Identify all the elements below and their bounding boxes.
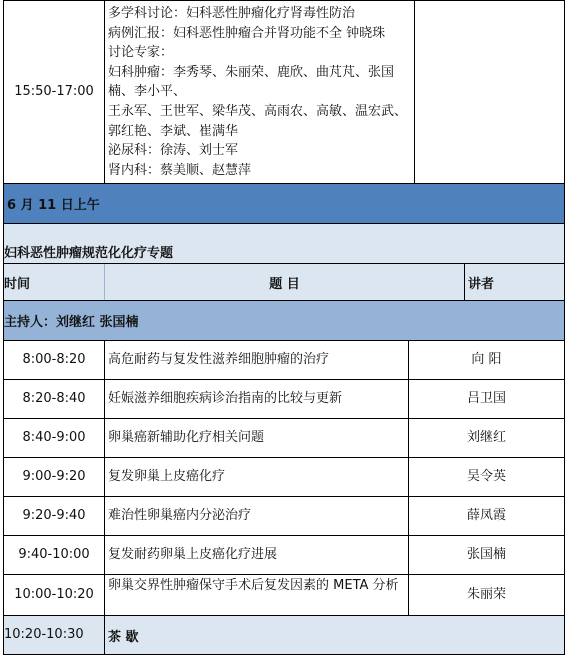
discussion-speaker-cell	[414, 1, 564, 183]
table-row	[3, 418, 565, 457]
discussion-time: 15:50-17:00	[14, 84, 94, 100]
table-row	[3, 340, 565, 379]
column-header-speaker: 讲者	[464, 264, 564, 300]
day-header-label: 6 月 11 日上午	[7, 198, 100, 213]
session-topic: 难治性卵巢癌内分泌治疗	[104, 497, 408, 535]
schedule-table	[3, 0, 565, 655]
session-topic: 卵巢交界性肿瘤保守手术后复发因素的 META 分析	[104, 575, 408, 615]
table-row	[3, 496, 565, 535]
session-time: 9:40-10:00	[18, 547, 90, 563]
discussion-details	[104, 1, 414, 183]
session-topic: 妊娠滋养细胞疾病诊治指南的比较与更新	[104, 380, 408, 418]
column-header-time: 时间	[4, 276, 31, 292]
session-time: 10:00-10:20	[14, 587, 94, 603]
session-speaker: 朱丽荣	[408, 575, 564, 615]
session-topic: 复发耐药卵巢上皮癌化疗进展	[104, 536, 408, 574]
table-row	[3, 379, 565, 418]
session-speaker: 吴令英	[408, 458, 564, 496]
table-row	[3, 457, 565, 496]
discussion-line-3: 讨论专家：	[108, 45, 174, 61]
session-time: 9:20-9:40	[22, 508, 86, 524]
discussion-line-7: 郭红艳、李斌、崔满华	[108, 123, 239, 139]
session-speaker: 吕卫国	[408, 380, 564, 418]
table-row	[3, 535, 565, 574]
discussion-line-9: 肾内科：蔡美顺、赵慧萍	[108, 162, 252, 178]
column-header-row	[3, 263, 565, 300]
discussion-line-1: 多学科讨论：妇科恶性肿瘤化疗肾毒性防治	[108, 6, 356, 21]
discussion-line-8: 泌尿科：徐涛、刘士军	[108, 143, 239, 159]
session-time: 9:00-9:20	[22, 469, 86, 485]
session-title: 妇科恶性肿瘤规范化化疗专题	[4, 246, 174, 261]
session-topic: 复发卵巢上皮癌化疗	[104, 458, 408, 496]
discussion-line-6: 王永军、王世军、梁华茂、高雨农、高敏、温宏武、	[108, 103, 408, 119]
discussion-line-4: 妇科肿瘤：李秀琴、朱丽荣、鹿欣、曲芃芃、张国	[108, 64, 395, 80]
session-speaker: 张国楠	[408, 536, 564, 574]
session-speaker: 薛凤霞	[408, 497, 564, 535]
break-row	[3, 615, 565, 655]
column-header-topic: 题 目	[104, 264, 464, 300]
discussion-line-5: 楠、李小平、	[108, 84, 187, 100]
session-time: 8:00-8:20	[22, 352, 86, 368]
host-label: 主持人：刘继红 张国楠	[4, 315, 139, 330]
session-speaker: 刘继红	[408, 419, 564, 457]
break-label: 茶 歇	[104, 616, 564, 654]
discussion-line-2: 病例汇报：妇科恶性肿瘤合并肾功能不全 钟晓珠	[108, 25, 386, 41]
discussion-row	[3, 0, 565, 183]
session-time: 8:40-9:00	[22, 430, 86, 446]
day-header	[3, 183, 565, 223]
session-topic: 高危耐药与复发性滋养细胞肿瘤的治疗	[104, 341, 408, 379]
session-speaker: 向 阳	[408, 341, 564, 379]
session-topic: 卵巢癌新辅助化疗相关问题	[104, 419, 408, 457]
session-title-row	[3, 223, 565, 263]
session-time: 8:20-8:40	[22, 391, 86, 407]
table-row	[3, 574, 565, 615]
break-time: 10:20-10:30	[4, 627, 84, 643]
host-row	[3, 300, 565, 340]
